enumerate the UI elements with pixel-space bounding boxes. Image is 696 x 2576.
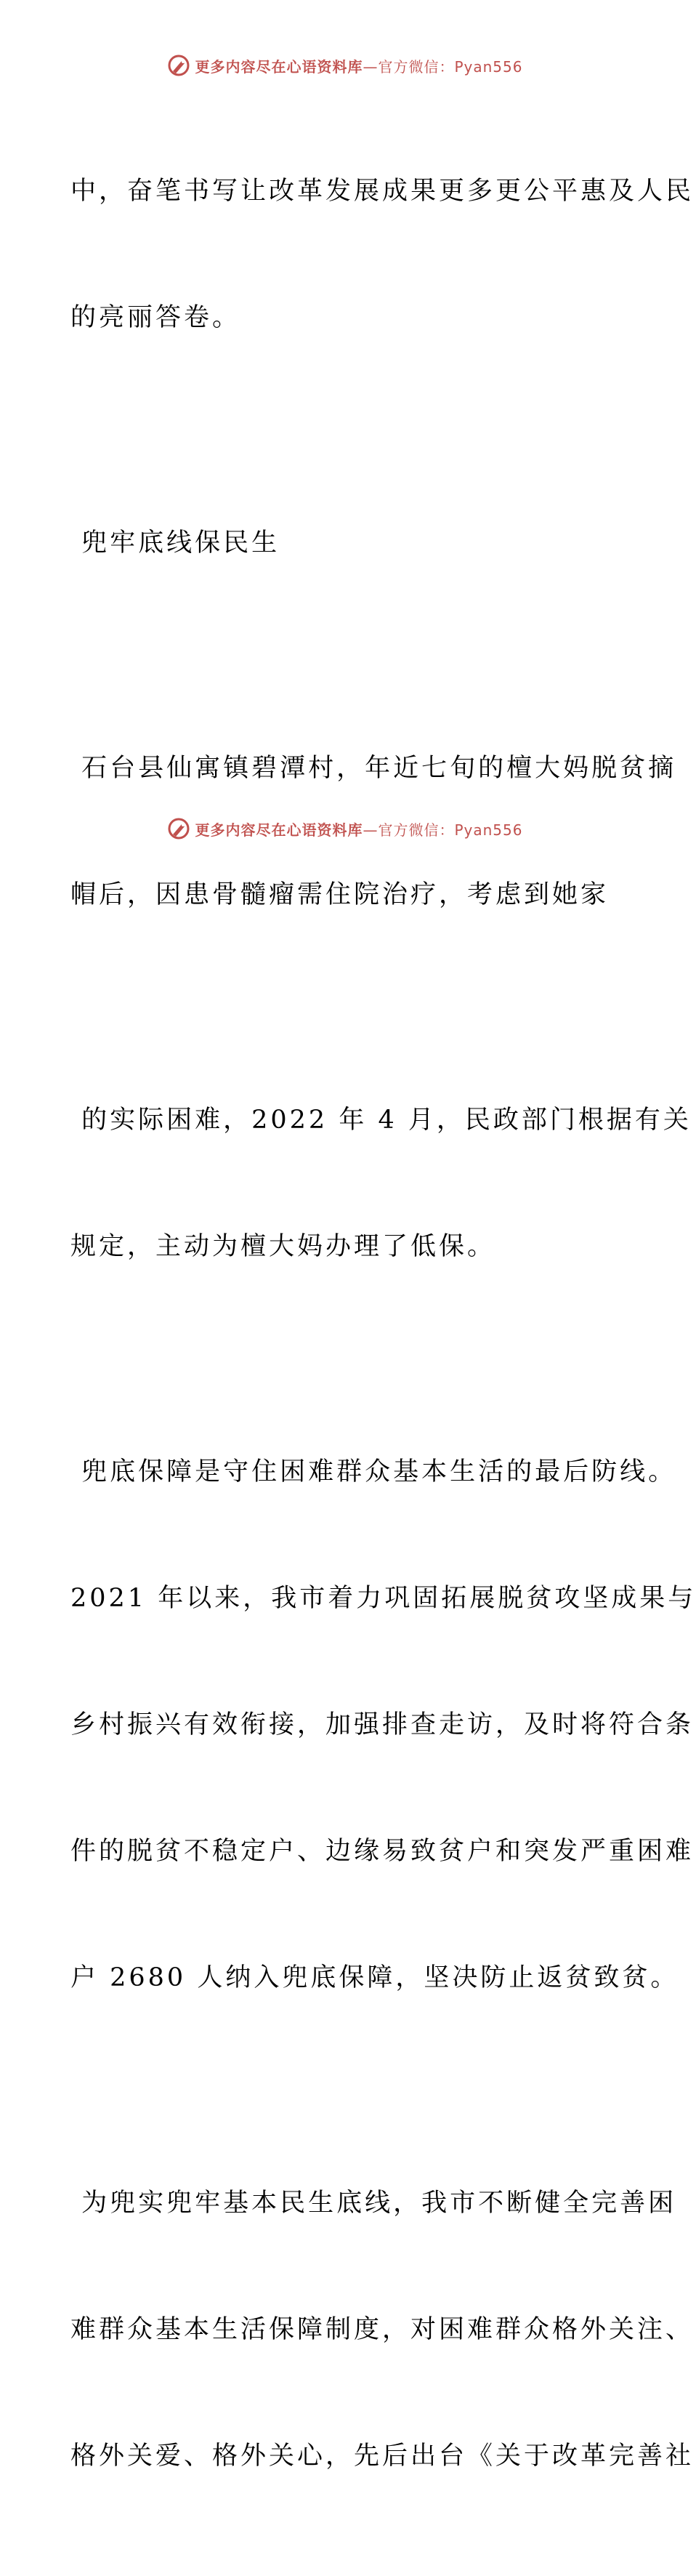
text-line: 的实际困难，2022 年 4 月，民政部门根据有关 xyxy=(70,1106,692,1135)
header-site-name: 更多内容尽在心语资料库 xyxy=(195,57,363,76)
text-line: 帽后，因患骨髓瘤需住院治疗，考虑到她家 xyxy=(70,880,610,909)
header-dash: — xyxy=(363,57,379,76)
text-line: 户 2680 人纳入兜底保障，坚决防止返贫致贫。 xyxy=(70,1963,679,1992)
paragraph-4 xyxy=(70,1015,692,1352)
text-line: 件的脱贫不稳定户、边缘易致贫户和突发严重困难 xyxy=(70,1837,695,1866)
pen-logo-icon xyxy=(167,817,190,840)
text-line: 的亮丽答卷。 xyxy=(70,303,241,332)
text-line: 乡村振兴有效衔接，加强排查走访，及时将符合条 xyxy=(70,1710,695,1739)
footer-text xyxy=(195,818,522,840)
paragraph-5 xyxy=(70,1367,696,2083)
header-contact: 官方微信：Pyan556 xyxy=(378,57,523,76)
footer-contact: 官方微信：Pyan556 xyxy=(378,821,523,839)
footer-banner-inner xyxy=(167,817,522,840)
text-line: 格外关爱、格外关心，先后出台《关于改革完善社 xyxy=(70,2442,695,2471)
text-line: 中，奋笔书写让改革发展成果更多更公平惠及人民 xyxy=(70,177,695,206)
text-line: 规定，主动为檀大妈办理了低保。 xyxy=(70,1232,496,1261)
text-line: 为兜实兜牢基本民生底线，我市不断健全完善困 xyxy=(70,2189,677,2218)
text-line: 兜底保障是守住困难群众基本生活的最后防线。 xyxy=(70,1457,677,1486)
header-banner-inner xyxy=(167,54,522,77)
header-banner xyxy=(0,51,690,80)
footer-site-name: 更多内容尽在心语资料库 xyxy=(195,821,363,839)
text-line: 2021 年以来，我市着力巩固拓展脱贫攻坚成果与 xyxy=(70,1584,696,1613)
footer-dash: — xyxy=(363,821,379,839)
section-heading xyxy=(70,438,623,648)
footer-banner xyxy=(0,814,690,843)
text-line: 石台县仙寓镇碧潭村，年近七旬的檀大妈脱贫摘 xyxy=(70,754,677,783)
document-body xyxy=(70,86,696,2576)
paragraph-1 xyxy=(70,86,695,423)
text-line: 难群众基本生活保障制度，对困难群众格外关注、 xyxy=(70,2315,695,2344)
header-text xyxy=(195,55,522,76)
text-line: 兜牢底线保民生 xyxy=(70,528,280,558)
pen-logo-icon xyxy=(167,54,190,77)
paragraph-6 xyxy=(70,2098,695,2561)
